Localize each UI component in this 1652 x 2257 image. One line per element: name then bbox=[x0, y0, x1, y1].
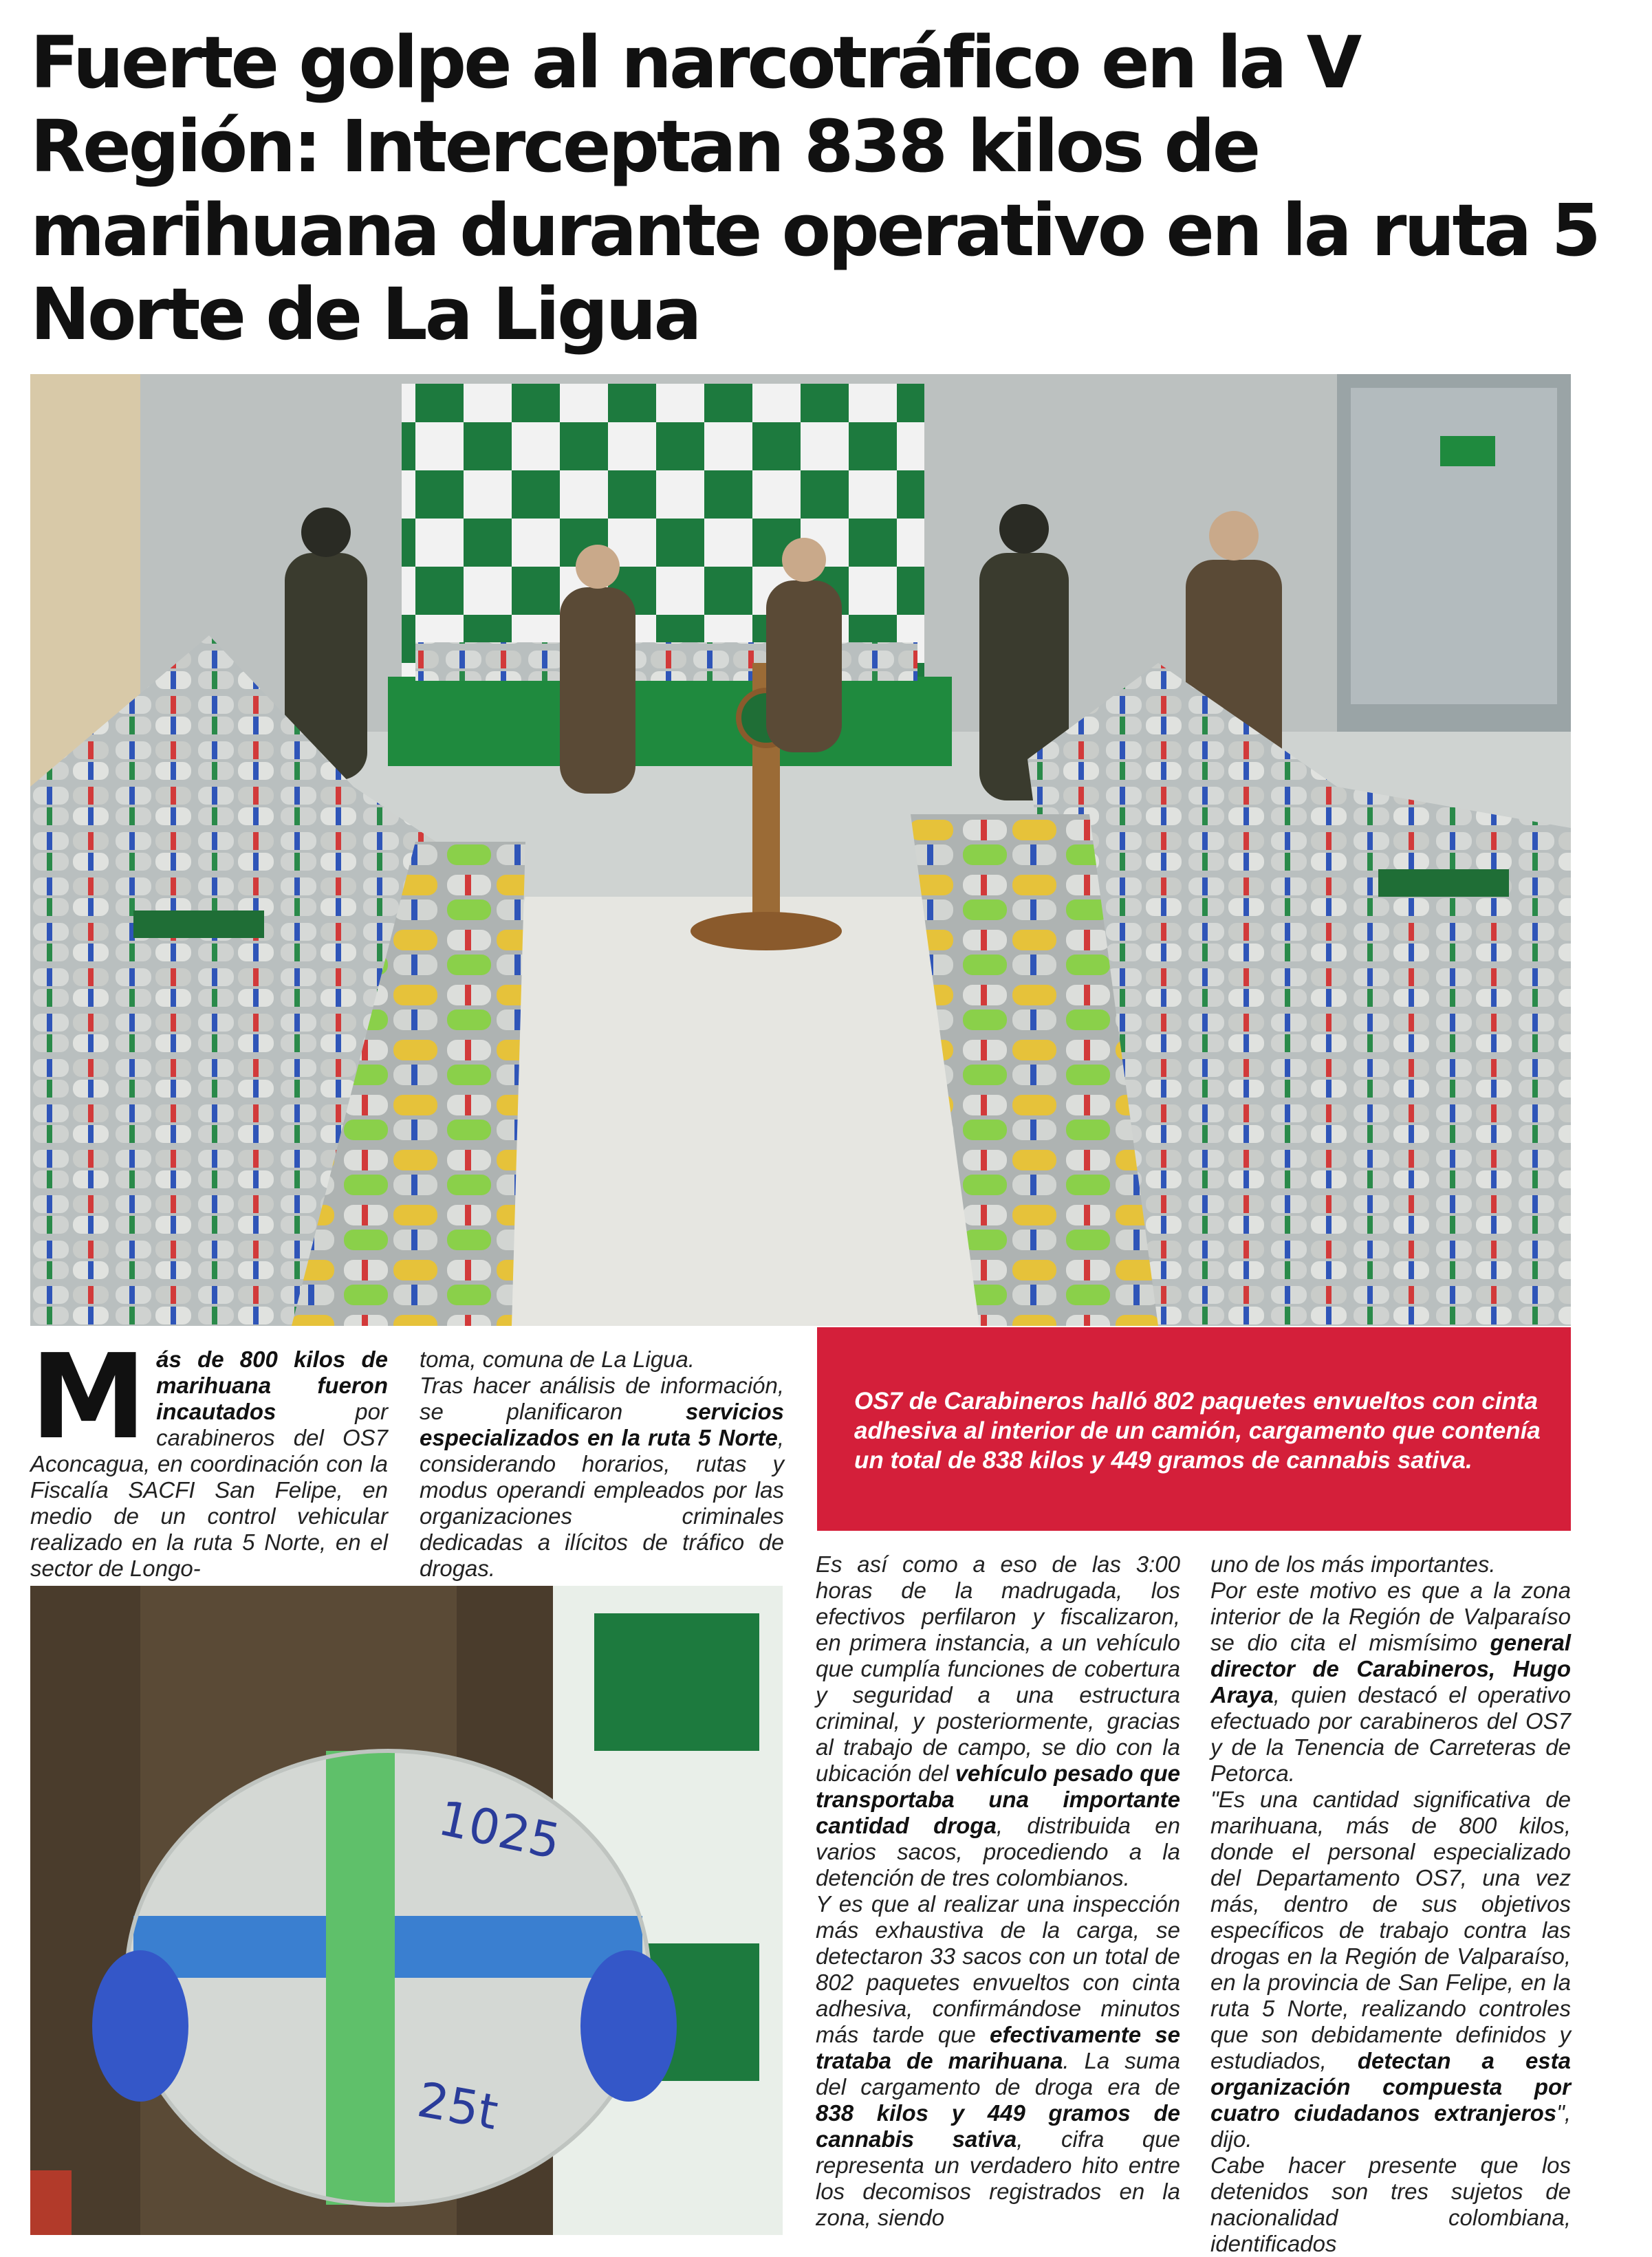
quote-bold: detectan a esta organización compuesta por cuatro ciudadanos extranjeros bbox=[1210, 2048, 1571, 2126]
paragraph: Cabe hacer presente que los detenidos son tres sujetos de nacionalidad colombiana, identificados bbox=[1210, 2152, 1571, 2256]
paragraph-text: , distribuida en varios sacos, procediendo a la detención de tres colombianos. bbox=[816, 1813, 1180, 1890]
drop-cap: M bbox=[30, 1329, 147, 1465]
quote-text: ", dijo. bbox=[1210, 2100, 1571, 2152]
headline: Fuerte golpe al narcotráfico en la V Región: Interceptan 838 kilos de marihuana durante operativo en la ruta 5 Norte de La Ligua bbox=[30, 21, 1598, 356]
paragraph-text: , considerando horarios, rutas y modus operandi empleados por las organizaciones criminales dedicadas a ilícitos de tráfico de drogas. bbox=[420, 1425, 784, 1581]
package-photo bbox=[30, 1586, 783, 2235]
paragraph-text: , quien destacó el operativo efectuado por carabineros del OS7 y de la Tenencia de Carreteras de Petorca. bbox=[1210, 1682, 1571, 1786]
paragraph-bold: general director de Carabineros, Hugo Araya bbox=[1210, 1630, 1571, 1708]
article-column-1 bbox=[30, 1329, 388, 1582]
lead-text: por carabineros del OS7 Aconcagua, en coordinación con la Fiscalía SACFI San Felipe, en medio de un control vehicular realizado en la ruta 5 Norte, en el sector de Longo- bbox=[30, 1399, 388, 1581]
article-column-4 bbox=[1210, 1551, 1571, 2257]
paragraph-bold: efectivamente se trataba de marihuana bbox=[816, 2022, 1181, 2073]
paragraph-text: Y es que al realizar una inspección más exhaustiva de la carga, se detectaron 33 sacos con un total de 802 paquetes envueltos con cinta adhesiva, confirmándose minutos más tarde que bbox=[816, 1891, 1180, 2047]
package-weight: 25t bbox=[413, 2071, 503, 2141]
callout-box bbox=[817, 1327, 1571, 1531]
paragraph-text: Tras hacer análisis de información, se planificaron bbox=[420, 1373, 784, 1424]
paragraph: toma, comuna de La Ligua. bbox=[420, 1346, 695, 1372]
main-photo bbox=[30, 374, 1571, 1326]
paragraph-text: Por este motivo es que a la zona interior de la Región de Valparaíso se dio cita el mismísimo bbox=[1210, 1578, 1571, 1655]
paragraph-text: Es así como a eso de las 3:00 horas de la madrugada, los efectivos perfilaron y fiscalizaron, en primera instancia, a un vehículo que cumplía funciones de cobertura y seguridad a una estructura criminal, y posteriormente, gracias al trabajo de campo, se dio con la ubicación del bbox=[816, 1551, 1180, 1786]
paragraph-text: , cifra que representa un verdadero hito entre los decomisos registrados en la zona, siendo bbox=[816, 2126, 1180, 2230]
article-column-3 bbox=[816, 1551, 1180, 2231]
article-column-2 bbox=[420, 1346, 784, 1582]
package-number: 1025 bbox=[433, 1789, 565, 1871]
callout-text: OS7 de Carabineros halló 802 paquetes envueltos con cinta adhesiva al interior de un camión, cargamento que contenía un total de 838 kilos y 449 gramos de cannabis sativa. bbox=[854, 1388, 1541, 1474]
paragraph-bold: vehículo pesado que transportaba una importante cantidad droga bbox=[816, 1760, 1180, 1838]
quote-text: "Es una cantidad significativa de marihuana, más de 800 kilos, donde el personal especializado del Departamento OS7, una vez más, dentro de sus objetivos específicos de trabajo contra las drogas en la Región de Valparaíso, en la provincia de San Felipe, en la ruta 5 Norte, realizando controles que son debidamente definidos y estudiados, bbox=[1210, 1787, 1571, 2073]
paragraph-bold: servicios especializados en la ruta 5 Norte bbox=[420, 1399, 784, 1450]
paragraph: uno de los más importantes. bbox=[1210, 1551, 1496, 1577]
paragraph-bold: 838 kilos y 449 gramos de cannabis sativa bbox=[816, 2100, 1180, 2152]
paragraph-text: . La suma del cargamento de droga era de bbox=[816, 2048, 1180, 2100]
lead-bold: ás de 800 kilos de marihuana fueron incautados bbox=[156, 1346, 388, 1424]
